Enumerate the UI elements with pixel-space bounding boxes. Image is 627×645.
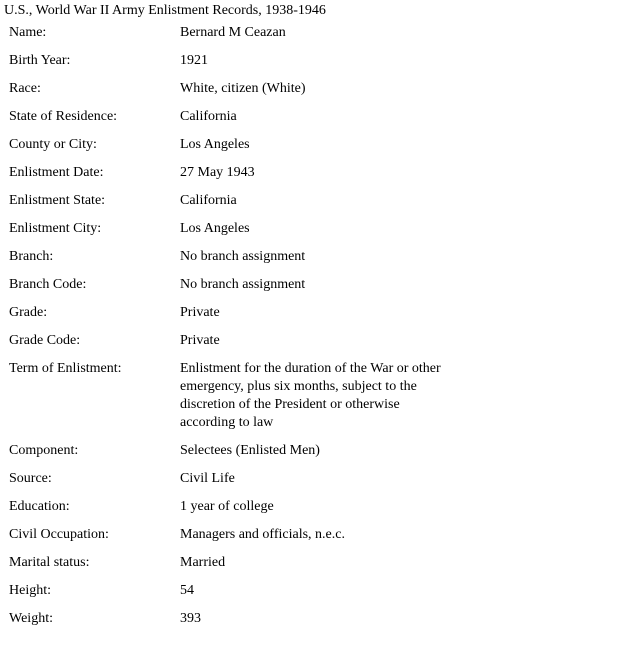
field-value: Enlistment for the duration of the War or other emergency, plus six months, subject to the discretion of the President or otherwise according to law (180, 361, 441, 430)
field-component (9, 442, 449, 460)
field-label: Enlistment State: (9, 193, 106, 208)
field-county-or-city (9, 136, 449, 154)
field-value: 393 (180, 611, 201, 626)
field-grade (9, 304, 449, 322)
field-label: Race: (9, 81, 41, 96)
field-label: Source: (9, 471, 52, 486)
field-value: Civil Life (180, 471, 235, 486)
field-value: Los Angeles (180, 137, 250, 152)
field-value: Selectees (Enlisted Men) (180, 443, 320, 458)
field-label: Marital status: (9, 555, 90, 570)
field-birth-year (9, 52, 449, 70)
field-label: Branch: (9, 249, 54, 264)
field-grade-code (9, 332, 449, 350)
field-value: California (180, 109, 237, 124)
field-label: County or City: (9, 137, 97, 152)
field-value: Los Angeles (180, 221, 250, 236)
field-label: Height: (9, 583, 51, 598)
field-weight (9, 610, 449, 628)
field-value: No branch assignment (180, 249, 306, 264)
field-value: 1 year of college (180, 499, 274, 514)
field-branch (9, 248, 449, 266)
field-label: State of Residence: (9, 109, 118, 124)
field-marital-status (9, 554, 449, 572)
field-education (9, 498, 449, 516)
field-enlistment-date (9, 164, 449, 182)
field-value: No branch assignment (180, 277, 306, 292)
field-value: Private (180, 305, 220, 320)
field-value: 27 May 1943 (180, 165, 255, 180)
field-race (9, 80, 449, 98)
field-value: Bernard M Ceazan (180, 25, 286, 40)
field-label: Grade Code: (9, 333, 81, 348)
field-source (9, 470, 449, 488)
field-enlistment-city (9, 220, 449, 238)
field-value: Private (180, 333, 220, 348)
field-label: Name: (9, 25, 47, 40)
field-label: Grade: (9, 305, 48, 320)
field-enlistment-state (9, 192, 449, 210)
field-state-of-residence (9, 108, 449, 126)
field-value: 54 (180, 583, 194, 598)
field-value: Managers and officials, n.e.c. (180, 527, 345, 542)
record-table (9, 24, 449, 628)
field-height (9, 582, 449, 600)
field-label: Civil Occupation: (9, 527, 109, 542)
field-label: Enlistment Date: (9, 165, 104, 180)
field-civil-occupation (9, 526, 449, 544)
field-label: Birth Year: (9, 53, 71, 68)
field-value: White, citizen (White) (180, 81, 306, 96)
page-title: U.S., World War II Army Enlistment Records, 1938-1946 (4, 3, 326, 18)
field-label: Branch Code: (9, 277, 87, 292)
field-value: Married (180, 555, 226, 570)
field-label: Component: (9, 443, 79, 458)
field-name (9, 24, 449, 42)
field-label: Term of Enlistment: (9, 361, 122, 376)
field-label: Enlistment City: (9, 221, 102, 236)
field-term-of-enlistment (9, 360, 449, 432)
field-label: Weight: (9, 611, 53, 626)
field-value: California (180, 193, 237, 208)
field-label: Education: (9, 499, 70, 514)
field-branch-code (9, 276, 449, 294)
field-value: 1921 (180, 53, 208, 68)
